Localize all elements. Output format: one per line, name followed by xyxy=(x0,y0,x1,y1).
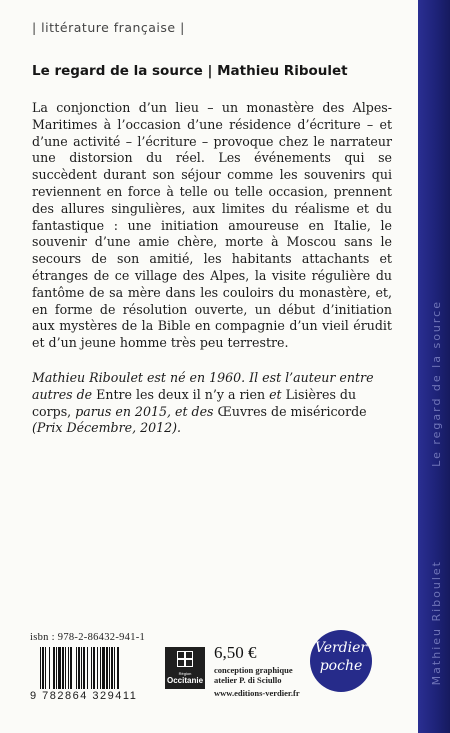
price: 6,50 € xyxy=(214,643,257,662)
book-summary xyxy=(32,100,392,352)
publisher-website: www.editions-verdier.fr xyxy=(214,688,300,698)
occitanie-cross-icon xyxy=(177,651,193,667)
bio-intro: Mathieu Riboulet est né en 1960. Il est l’auteur entre autres de xyxy=(32,370,374,402)
credits-line-1: conception graphique xyxy=(214,665,293,675)
summary-text: La conjonction d’un lieu – un monastère des Alpes-Maritimes à l’occasion d’une résidence d’écriture – et d’une activité – l’écriture – provoque chez le narrateur une distorsion du réel. Les événements qui se succèdent durant son séjour comme les souvenirs qui reviennent en force à telle ou telle occasion, prennent des allures singulières, aux limites du réalisme et du fantastique : une initiation amoureuse en Italie, le souvenir d’une amie chère, morte à Moscou sans le secours de son amitié, les habitants attachants et étranges de ce village des Alpes, la visite régulière du fantôme de sa mère dans les couloirs du monastère, et, en forme de résolution ouverte, un début d’initiation aux mystères de la Bible en compagnie d’un vieil érudit et d’un jeune homme très peu terrestre. xyxy=(32,100,392,351)
barcode-image xyxy=(40,647,160,689)
author-bio xyxy=(32,370,392,437)
badge-line-1: Verdier xyxy=(314,640,368,656)
bio-book-2: Lisières du corps, xyxy=(32,386,357,419)
occitanie-name: Occitanie xyxy=(167,676,204,685)
bio-parus: parus en 2015, xyxy=(75,403,171,419)
bio-prize: (Prix Décembre, 2012). xyxy=(32,420,182,436)
collection-label: | littérature française | xyxy=(32,20,185,35)
barcode-bar xyxy=(119,647,122,689)
bio-connector-etdes: et des xyxy=(175,403,214,419)
design-credits xyxy=(214,665,293,685)
spine-title: Le regard de la source xyxy=(430,300,443,467)
barcode-block xyxy=(30,632,160,702)
bio-book-3: Œuvres de miséricorde xyxy=(217,403,367,419)
spine-author: Mathieu Riboulet xyxy=(430,560,443,686)
occitanie-logo xyxy=(165,647,205,689)
bio-connector-et: et xyxy=(269,386,282,402)
badge-line-2: poche xyxy=(319,658,363,674)
book-spine xyxy=(418,0,450,733)
isbn-text: isbn : 978-2-86432-941-1 xyxy=(30,632,146,643)
book-title: Le regard de la source | Mathieu Riboulet xyxy=(32,63,348,79)
credits-line-2: atelier P. di Sciullo xyxy=(214,675,282,685)
barcode-digits: 9 782864 329411 xyxy=(30,690,138,702)
occitanie-small-label: Région xyxy=(178,671,192,676)
bio-book-1: Entre les deux il n’y a rien xyxy=(96,386,266,402)
verdier-poche-badge xyxy=(310,630,372,692)
